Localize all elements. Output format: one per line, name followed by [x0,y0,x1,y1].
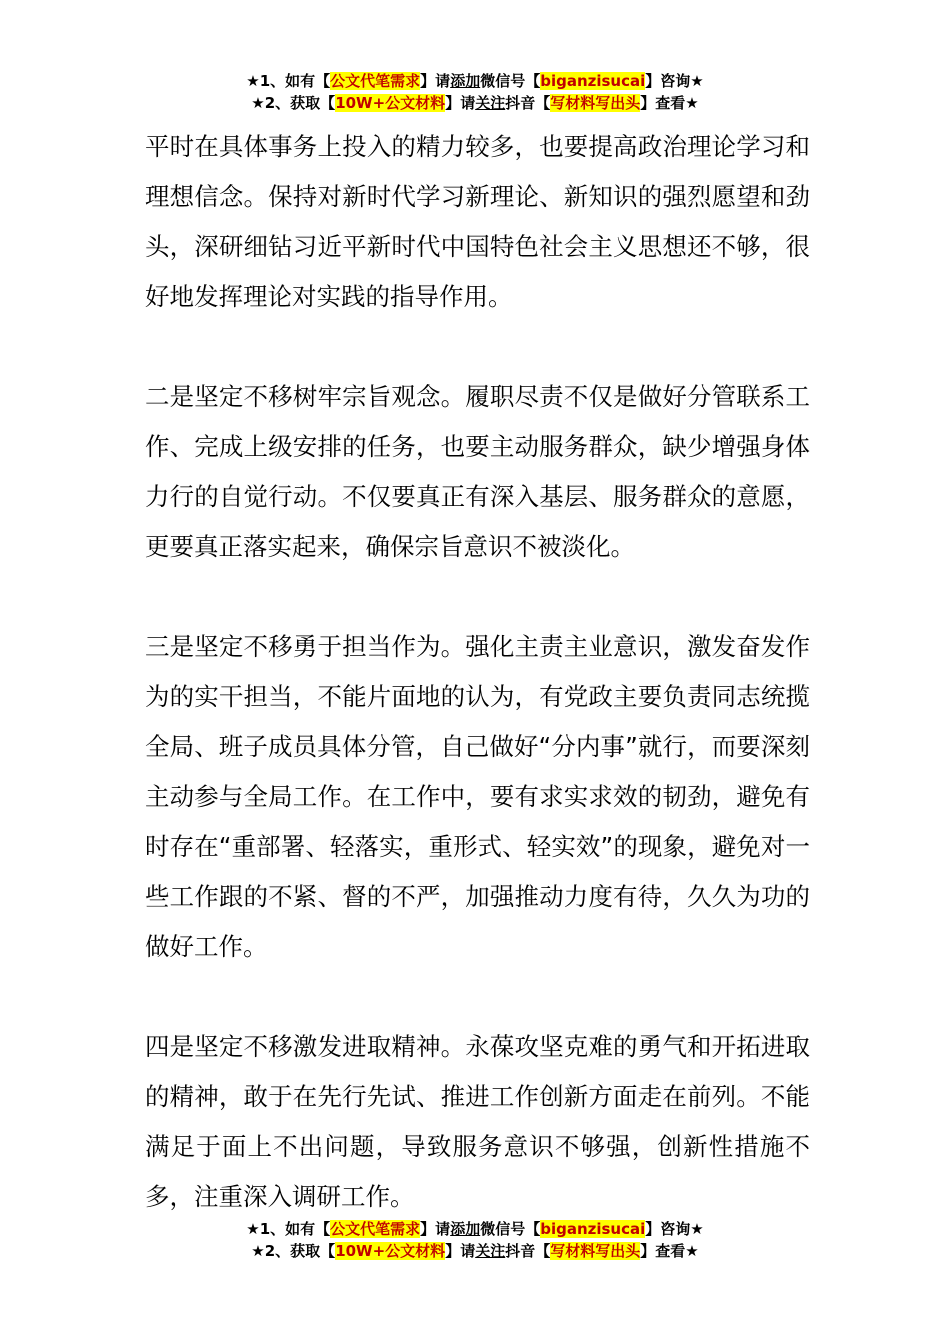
banner-line-2 [0,92,950,114]
banner-highlight: biganzisucai [540,1220,646,1238]
footer-banner [0,1218,950,1262]
banner-text: 】查看★ [640,94,699,112]
paragraph: 平时在具体事务上投入的精力较多，也要提高政治理论学习和理想信念。保持对新时代学习新理论、新知识的强烈愿望和劲头，深研细钻习近平新时代中国特色社会主义思想还不够，很好地发挥理论对实践的指导作用。 [145,132,810,311]
banner-text: 】请 [445,94,476,112]
banner-text: ★2、获取【 [251,94,336,112]
banner-text: ★1、如有【 [246,1220,331,1238]
banner-text: 抖音【 [505,1242,551,1260]
banner-text: 】请 [420,1220,451,1238]
banner-text: ★1、如有【 [246,72,331,90]
banner-underlined: 添加 [450,1220,481,1238]
banner-line-1 [0,70,950,92]
banner-underlined: 关注 [475,94,506,112]
banner-highlight: 写材料写出头 [550,94,641,112]
paragraph: 四是坚定不移激发进取精神。永葆攻坚克难的勇气和开拓进取的精神，敢于在先行先试、推进工作创新方面走在前列。不能满足于面上不出问题，导致服务意识不够强，创新性措施不多，注重深入调研工作。 [145,1032,810,1211]
banner-highlight: 公文代笔需求 [330,1220,421,1238]
banner-text: 】请 [445,1242,476,1260]
document-body [145,122,810,1272]
banner-text: 微信号【 [480,1220,541,1238]
banner-underlined: 关注 [475,1242,506,1260]
banner-text: 抖音【 [505,94,551,112]
banner-line-2 [0,1240,950,1262]
banner-text: ★2、获取【 [251,1242,336,1260]
banner-underlined: 添加 [450,72,481,90]
banner-text: 】咨询★ [645,72,704,90]
paragraph: 三是坚定不移勇于担当作为。强化主责主业意识，激发奋发作为的实干担当，不能片面地的认为，有党政主要负责同志统揽全局、班子成员具体分管，自己做好“分内事”就行，而要深刻主动参与全局工作。在工作中，要有求实求效的韧劲，避免有时存在“重部署、轻落实，重形式、轻实效”的现象，避免对一些工作跟的不紧、督的不严，加强推动力度有待，久久为功的做好工作。 [145,632,810,961]
banner-text: 微信号【 [480,72,541,90]
banner-highlight: biganzisucai [540,72,646,90]
header-banner [0,70,950,114]
banner-highlight: 公文代笔需求 [330,72,421,90]
banner-text: 】请 [420,72,451,90]
banner-text: 】咨询★ [645,1220,704,1238]
banner-highlight: 10W+公文材料 [335,1242,446,1260]
banner-highlight: 10W+公文材料 [335,94,446,112]
paragraph: 二是坚定不移树牢宗旨观念。履职尽责不仅是做好分管联系工作、完成上级安排的任务，也要主动服务群众，缺少增强身体力行的自觉行动。不仅要真正有深入基层、服务群众的意愿，更要真正落实起来，确保宗旨意识不被淡化。 [145,382,810,561]
banner-line-1 [0,1218,950,1240]
banner-text: 】查看★ [640,1242,699,1260]
banner-highlight: 写材料写出头 [550,1242,641,1260]
